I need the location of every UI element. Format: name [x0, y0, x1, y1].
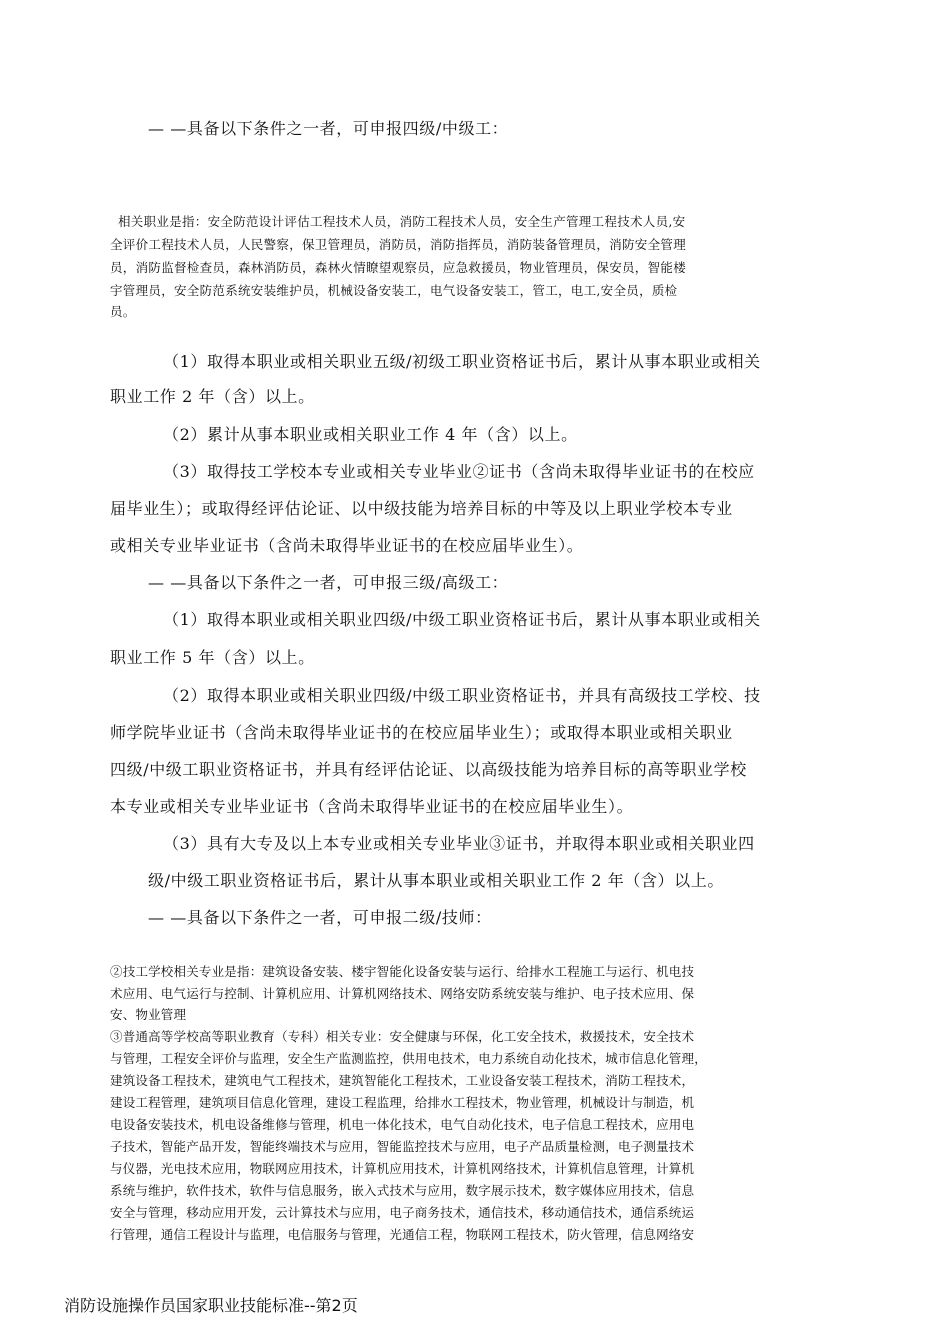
footnote-line: 子技术，智能产品开发，智能终端技术与应用，智能监控技术与应用，电子产品质量检测，电子测量技术	[110, 1139, 695, 1154]
footnote-line: ②技工学校相关专业是指：建筑设备安装、楼宇智能化设备安装与运行、给排水工程施工与运行、机电技	[110, 964, 695, 979]
condition-line: 四级/中级工职业资格证书，并具有经评估论证、以高级技能为培养目标的高等职业学校	[110, 760, 747, 779]
condition-line: （1）取得本职业或相关职业四级/中级工职业资格证书后，累计从事本职业或相关	[163, 610, 761, 629]
footnote-line: 建设工程管理，建筑项目信息化管理，建设工程监理，给排水工程技术，物业管理，机械设计与制造，机	[110, 1095, 695, 1110]
condition-line: 师学院毕业证书（含尚未取得毕业证书的在校应届毕业生）；或取得本职业或相关职业	[110, 723, 733, 742]
footnote-line: 安、物业管理	[110, 1007, 187, 1022]
note-line: 员，消防监督检查员，森林消防员，森林火情瞭望观察员，应急救援员，物业管理员，保安员，智能楼	[110, 260, 687, 275]
condition-line: 职业工作 2 年（含）以上。	[110, 387, 315, 406]
note-line: 宇管理员，安全防范系统安装维护员，机械设备安装工，电气设备安装工，管工，电工,安全员，质检	[110, 283, 678, 298]
condition-line: 级/中级工职业资格证书后，累计从事本职业或相关职业工作 2 年（含）以上。	[148, 871, 724, 890]
footnote-line: 与仪器，光电技术应用，物联网应用技术，计算机应用技术，计算机网络技术，计算机信息管理，计算机	[110, 1161, 695, 1176]
condition-line: （1）取得本职业或相关职业五级/初级工职业资格证书后，累计从事本职业或相关	[163, 352, 761, 371]
footnote-line: 术应用、电气运行与控制、计算机应用、计算机网络技术、网络安防系统安装与维护、电子技术应用、保	[110, 986, 695, 1001]
footnote-line: 建筑设备工程技术，建筑电气工程技术，建筑智能化工程技术，工业设备安装工程技术，消防工程技术，	[110, 1073, 695, 1088]
footnote-line: 电设备安装技术，机电设备维修与管理，机电一体化技术，电气自动化技术，电子信息工程技术，应用电	[110, 1117, 695, 1132]
note-line: 全评价工程技术人员，人民警察，保卫管理员，消防员，消防指挥员，消防装备管理员，消防安全管理	[110, 237, 687, 252]
condition-line: （2）取得本职业或相关职业四级/中级工职业资格证书，并具有高级技工学校、技	[163, 686, 761, 705]
footnote-line: 行管理，通信工程设计与监理，电信服务与管理，光通信工程，物联网工程技术，防火管理，信息网络安	[110, 1227, 695, 1242]
footnote-line: 安全与管理，移动应用开发，云计算技术与应用，电子商务技术，通信技术，移动通信技术，通信系统运	[110, 1205, 695, 1220]
condition-line: 或相关专业毕业证书（含尚未取得毕业证书的在校应届毕业生）。	[110, 536, 584, 555]
heading-level4: — —具备以下条件之一者，可申报四级/中级工：	[148, 119, 509, 138]
page-footer: 消防设施操作员国家职业技能标准--第2页	[64, 1296, 358, 1315]
note-line: 相关职业是指：安全防范设计评估工程技术人员，消防工程技术人员，安全生产管理工程技术人员,安	[118, 214, 686, 229]
condition-line: 本专业或相关专业毕业证书（含尚未取得毕业证书的在校应届毕业生）。	[110, 797, 634, 816]
heading-level3: — —具备以下条件之一者，可申报三级/高级工：	[148, 573, 509, 592]
condition-line: 届毕业生）；或取得经评估论证、以中级技能为培养目标的中等及以上职业学校本专业	[110, 499, 733, 518]
condition-line: （3）取得技工学校本专业或相关专业毕业②证书（含尚未取得毕业证书的在校应	[163, 462, 755, 481]
condition-line: （3）具有大专及以上本专业或相关专业毕业③证书，并取得本职业或相关职业四	[163, 834, 755, 853]
footnote-line: 系统与维护，软件技术，软件与信息服务，嵌入式技术与应用，数字展示技术，数字媒体应用技术，信息	[110, 1183, 695, 1198]
note-line: 员。	[110, 304, 136, 319]
footnote-line: 与管理，工程安全评价与监理，安全生产监测监控，供用电技术，电力系统自动化技术，城市信息化管理，	[110, 1051, 707, 1066]
heading-level2: — —具备以下条件之一者，可申报二级/技师：	[148, 908, 492, 927]
condition-line: 职业工作 5 年（含）以上。	[110, 648, 315, 667]
footnote-line: ③普通高等学校高等职业教育（专科）相关专业：安全健康与环保，化工安全技术，救援技术，安全技术	[110, 1029, 695, 1044]
condition-line: （2）累计从事本职业或相关职业工作 4 年（含）以上。	[163, 425, 578, 444]
